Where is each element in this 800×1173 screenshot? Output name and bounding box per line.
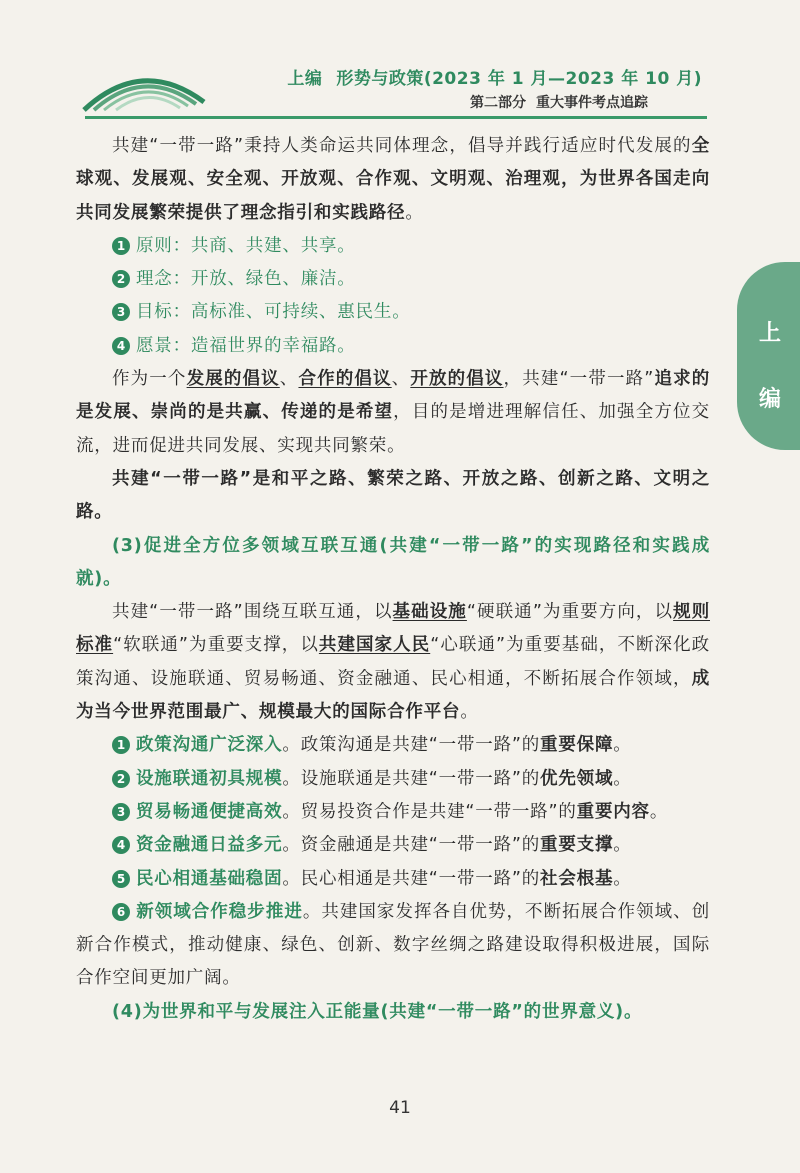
number-badge-icon: 4 xyxy=(112,337,130,355)
list2-item-title: 民心相通基础稳固 xyxy=(136,868,283,889)
paragraph-3: 共建“一带一路”是和平之路、繁荣之路、开放之路、创新之路、文明之路。 xyxy=(76,468,710,523)
list1-item-text: 原则：共商、共建、共享。 xyxy=(136,235,356,256)
list2-item-title: 资金融通日益多元 xyxy=(136,835,283,856)
number-badge-icon: 1 xyxy=(112,736,130,754)
paragraph-4-text: “心联通”为重要基础 xyxy=(430,635,599,656)
side-tab-char-1: 上 xyxy=(758,321,781,346)
header-subtitle xyxy=(470,92,648,112)
list2-item-title: 贸易畅通便捷高效 xyxy=(136,801,283,822)
number-badge-icon: 2 xyxy=(112,270,130,288)
list2-item xyxy=(76,829,710,862)
list2-item-text: 。资金融通是共建“一带一路”的 xyxy=(282,835,541,856)
paragraph-1 xyxy=(76,130,710,230)
paragraph-4-lead: 共建“一带一路”围绕互联互通，以 xyxy=(112,602,393,623)
list1-item xyxy=(76,230,710,263)
paragraph-2-bold: 追求的是发展、崇尚的是共赢、传递的是希望 xyxy=(76,369,711,423)
paragraph-2 xyxy=(76,363,710,463)
header-title xyxy=(287,64,702,89)
underlined-term: 基础设施 xyxy=(392,602,467,623)
list2-item-emphasis: 重要支撑 xyxy=(540,835,614,856)
list1-item-text: 理念：开放、绿色、廉洁。 xyxy=(136,269,356,290)
paragraph-2-mid: ，共建“一带一路” xyxy=(503,369,655,390)
header-divider xyxy=(85,116,707,119)
underlined-term: 共建国家人民 xyxy=(318,635,431,656)
list1-item-text: 目标：高标准、可持续、惠民生。 xyxy=(136,302,411,323)
paragraph-4-text: “软联通”为重要支撑，以 xyxy=(113,635,319,656)
underlined-term: 规则标准 xyxy=(76,602,710,656)
underlined-term: 合作的倡议 xyxy=(298,369,392,390)
paragraph-4-text: ，不断深化政策沟通、设施联通、贸易畅通、资金融通、民心相通，不断拓展合作领域， xyxy=(76,635,710,689)
body-content xyxy=(76,130,710,1029)
paragraph-4 xyxy=(76,596,710,729)
punct: 、 xyxy=(391,369,411,390)
underlined-term: 开放的倡议 xyxy=(410,369,504,390)
list2-item-end: 。 xyxy=(613,835,632,856)
underlined-term: 发展的倡议 xyxy=(186,369,280,390)
punct: 、 xyxy=(279,369,299,390)
paragraph-4-end: 。 xyxy=(460,702,479,723)
paragraph-1-bold: 全球观、发展观、安全观、开放观、合作观、文明观、治理观，为世界各国走向共同发展繁荣提供了理念指引和实践路径 xyxy=(76,136,710,223)
list2-item-title: 设施联通初具规模 xyxy=(136,768,283,789)
list2-item-text: 。政策沟通是共建“一带一路”的 xyxy=(282,735,541,756)
number-badge-icon: 1 xyxy=(112,237,130,255)
header-part: 上编 xyxy=(287,69,323,89)
list1-item xyxy=(76,330,710,363)
list2-item-text: 。民心相通是共建“一带一路”的 xyxy=(282,868,541,889)
list1-item xyxy=(76,296,710,329)
list2-item-end: 。 xyxy=(613,735,632,756)
paragraph-4-text: “硬联通”为重要方向，以 xyxy=(466,602,674,623)
header-book-title: 形势与政策(2023 年 1 月—2023 年 10 月) xyxy=(336,69,702,89)
paragraph-2-end: ，目的是增进理解信任、加强全方位交流，进而促进共同发展、实现共同繁荣。 xyxy=(76,402,710,456)
number-badge-icon: 3 xyxy=(112,803,130,821)
side-tab-char-2: 编 xyxy=(758,387,781,412)
header-section: 第二部分 xyxy=(470,95,526,111)
list2-item-end: 。 xyxy=(649,801,669,822)
list2-item-text: 。贸易投资合作是共建“一带一路”的 xyxy=(282,801,577,822)
list2-item-emphasis: 优先领域 xyxy=(540,768,614,789)
arc-logo-icon xyxy=(82,62,212,112)
section-heading-4: (4)为世界和平与发展注入正能量(共建“一带一路”的世界意义)。 xyxy=(112,1001,643,1022)
list2-item-end: 。 xyxy=(613,868,632,889)
list2-item xyxy=(76,896,710,996)
list1-item xyxy=(76,263,710,296)
list2-item-emphasis: 重要保障 xyxy=(540,735,614,756)
list2-item xyxy=(76,863,710,896)
list2-item-emphasis: 重要内容 xyxy=(576,801,650,822)
list1-item-text: 愿景：造福世界的幸福路。 xyxy=(136,335,356,356)
list2-item xyxy=(76,729,710,762)
list2-item-end: 。 xyxy=(613,768,632,789)
paragraph-2-lead: 作为一个 xyxy=(112,369,187,390)
number-badge-icon: 5 xyxy=(112,870,130,888)
number-badge-icon: 2 xyxy=(112,770,130,788)
section-heading-3: (3)促进全方位多领域互联互通(共建“一带一路”的实现路径和实践成就)。 xyxy=(76,535,710,589)
list2-item xyxy=(76,763,710,796)
list2-item-title: 政策沟通广泛深入 xyxy=(136,735,283,756)
number-badge-icon: 4 xyxy=(112,836,130,854)
list2-item-text: 。设施联通是共建“一带一路”的 xyxy=(282,768,541,789)
paragraph-1-end: 。 xyxy=(405,202,424,223)
list2-item-text: 。共建国家发挥各自优势，不断拓展合作领域、创新合作模式，推动健康、绿色、创新、数字丝绸之路建设取得积极进展，国际合作空间更加广阔。 xyxy=(76,901,710,989)
page-number: 41 xyxy=(389,1098,411,1118)
number-badge-icon: 3 xyxy=(112,303,130,321)
paragraph-1-lead: 共建“一带一路”秉持人类命运共同体理念，倡导并践行适应时代发展的 xyxy=(112,136,692,156)
list2-item-emphasis: 社会根基 xyxy=(540,868,614,889)
list2-item-title: 新领域合作稳步推进 xyxy=(136,901,303,922)
number-badge-icon: 6 xyxy=(112,903,130,921)
side-tab xyxy=(737,262,800,450)
list2-item xyxy=(76,796,710,829)
header-section-title: 重大事件考点追踪 xyxy=(536,95,648,111)
paragraph-4-bold: 成为当今世界范围最广、规模最大的国际合作平台 xyxy=(76,668,710,723)
